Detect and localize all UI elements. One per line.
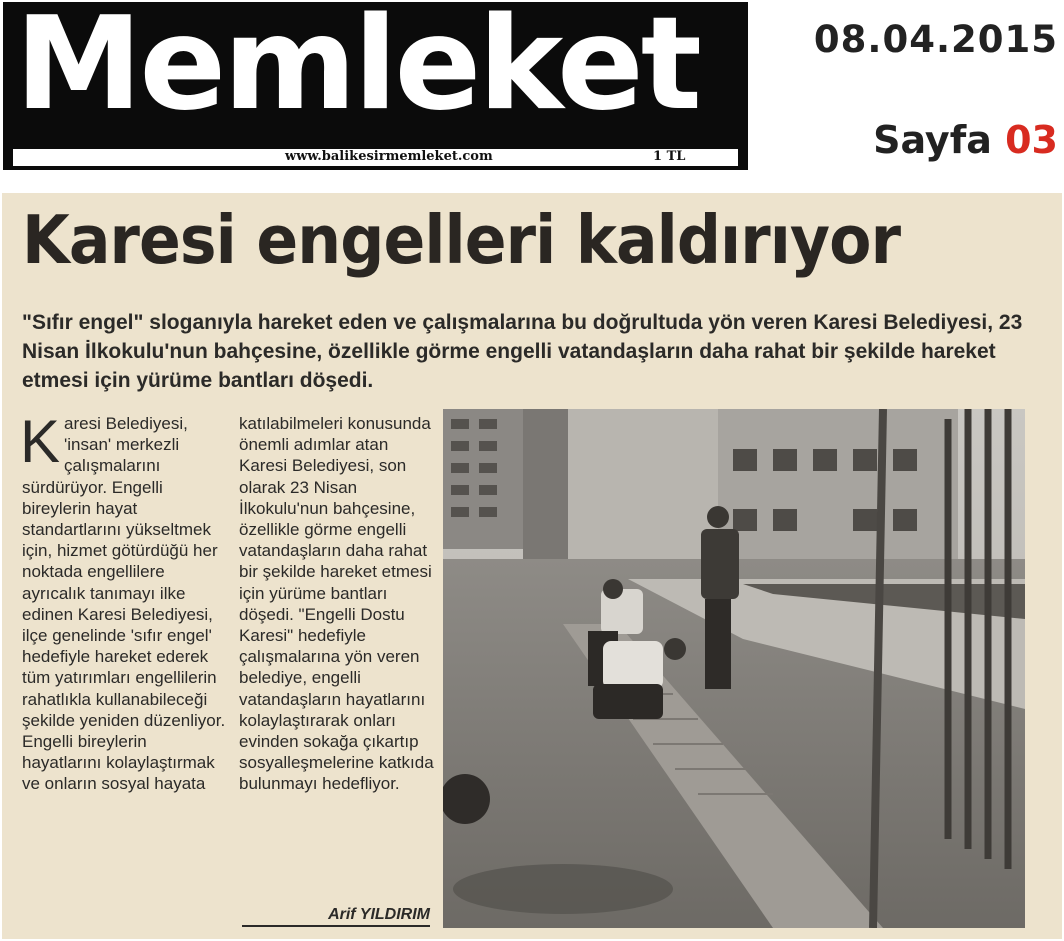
masthead-strip [13,149,738,166]
school-wall [568,409,718,559]
page-number-label [873,118,1058,162]
school-building [718,409,958,559]
article-column-1-text: aresi Belediyesi, 'insan' merkezli çalışmalarını sürdürüyor. Engelli bireylerin hayat standartlarını yükseltmek için, hizmet götürdüğü her noktada engellilere ayrıcalık tanımayı ilke edinen Karesi Belediyesi, ilçe genelinde 'sıfır engel' hedefiyle hareket ederek tüm yatırımları engellilerin rahatlıkla kullanabileceği şekilde yeniden düzenliyor. Engelli bireylerin hayatlarını kolaylaştırmak ve onların sosyal hayata [22,414,226,794]
newspaper-url: www.balikesirmemleket.com [285,149,493,164]
schoolyard-photo [443,409,1025,928]
article-lead: "Sıfır engel" sloganıyla hareket eden ve çalışmalarına bu doğrultuda yön veren Karesi Belediyesi, 23 Nisan İlkokulu'nun bahçesine, özellikle görme engelli vatandaşların daha rahat bir şekilde hareket etmesi için yürüme bantları döşedi. [22,311,1023,392]
apartment-block-left [443,409,523,549]
newspaper-price: 1 TL [653,149,686,164]
news-clipping [2,193,1062,939]
article-column-2: katılabilmeleri konusunda önemli adımlar atan Karesi Belediyesi, son olarak 23 Nisan İlkokulu'nun bahçesine, özellikle görme engelli vatandaşların daha rahat bir şekilde hareket etmesi için yürüme bantları döşedi. "Engelli Dostu Karesi" hedefiyle çalışmalarına yön veren belediye, engelli vatandaşların hayatlarını kolaylaştırarak onları evinden sokağa çıkartıp sosyalleşmelerine katkıda bulunmayı hedefliyor. [239,414,434,794]
page-label-text: Sayfa [873,118,992,162]
masthead [3,2,748,170]
article-photo [443,409,1025,928]
drop-cap: K [20,408,61,475]
publication-date: 08.04.2015 [813,18,1058,61]
newspaper-logo: Memleket [15,0,699,139]
article-byline: Arif YILDIRIM [242,906,430,927]
article-headline: Karesi engelleri kaldırıyor [22,201,901,279]
page-number: 03 [1005,118,1058,162]
article-column-1 [20,408,230,795]
